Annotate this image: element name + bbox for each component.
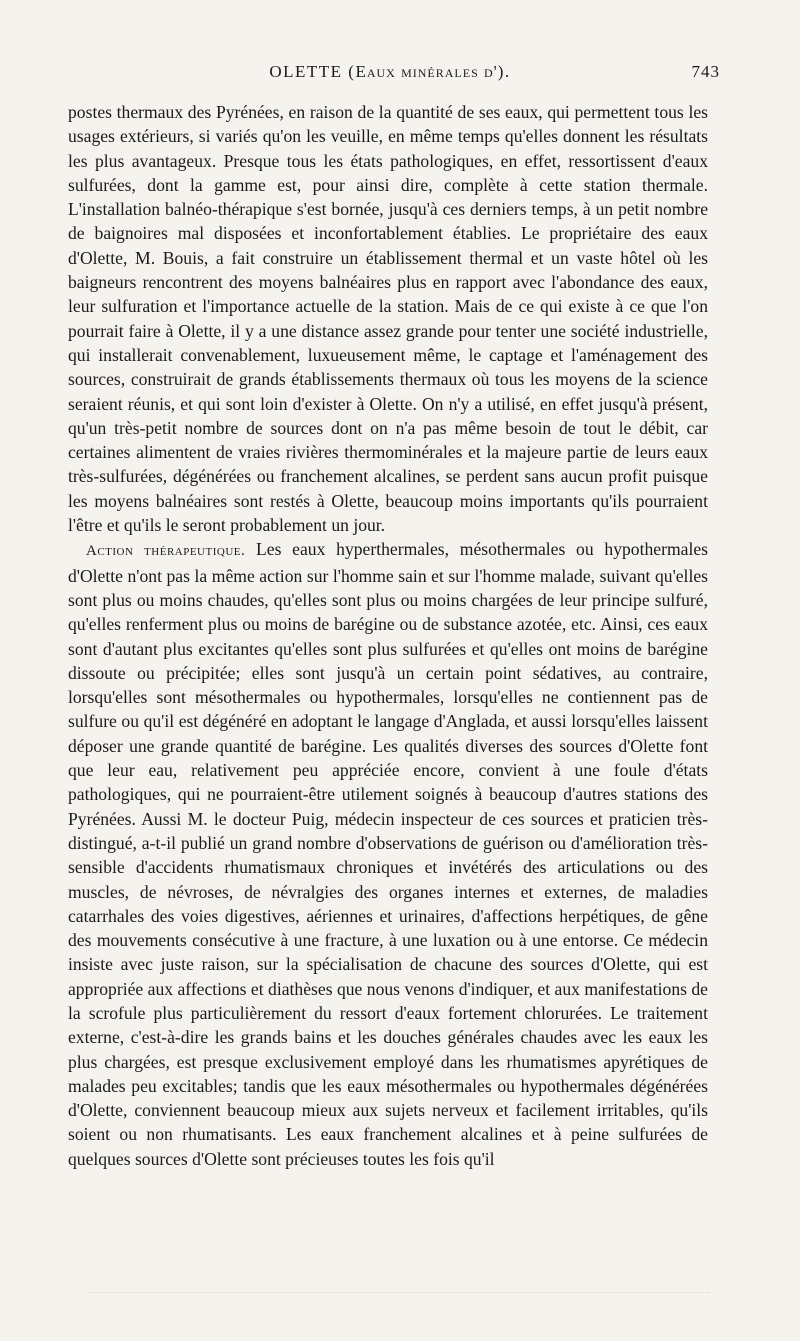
running-title [60, 62, 720, 82]
paragraph-therapeutic-action [68, 537, 708, 1171]
scan-artifact-line [90, 1292, 710, 1309]
section-heading: Action thérapeutique. [86, 543, 246, 560]
paragraph-continued-text: postes thermaux des Pyrénées, en raison de la quantité de ses eaux, qui permettent tous les usages extérieurs, si variés qu'on les veuille, en même temps qu'elles donnent les résultats les plus avantageux. Presque tous les états pathologiques, en effet, ressortissent d'eaux sulfurées, dont la gamme est, pour ainsi dire, complète à cette station thermale. L'installation balnéo-thérapique s'est bornée, jusqu'à ces derniers temps, à un petit nombre de baignoires mal disposées et inconfortablement établies. Le propriétaire des eaux d'Olette, M. Bouis, a fait construire un établissement thermal et un vaste hôtel où les baigneurs rencontrent des moyens balnéaires plus en rapport avec l'abondance des eaux, leur sulfuration et l'importance actuelle de la station. Mais de ce qui existe à ce que l'on pourrait faire à Olette, il y a une distance assez grande pour tenter une société industrielle, qui installerait convenablement, luxueusement même, le captage et l'aménagement des sources, construirait de grands établissements thermaux où tous les moyens de la science seraient réunis, et qui sont loin d'exister à Olette. On n'y a utilisé, en effet jusqu'à présent, qu'un très-petit nombre de sources dont on n'a pas même besoin de tout le débit, car certaines alimentent de vraies rivières thermominérales et la majeure partie de leurs eaux très-sulfurées, dégénérées ou franchement alcalines, se perdent sans aucun profit puisque les moyens balnéaires sont restés à Olette, beaucoup moins importants qu'ils pourraient l'être et qu'ils le seront probablement un jour. [68, 102, 708, 536]
paragraph-therapeutic-text: Les eaux hyperthermales, mésothermales ou hypothermales d'Olette n'ont pas la même action sur l'homme sain et sur l'homme malade, suivant qu'elles sont plus ou moins chaudes, qu'elles sont plus ou moins chargées de leur principe sulfuré, qu'elles renferment plus ou moins de barégine ou de substance azotée, etc. Ainsi, ces eaux sont d'autant plus excitantes qu'elles sont plus sulfurées et qu'elles ont moins de barégine dissoute ou précipitée; elles sont jusqu'à un certain point sédatives, au contraire, lorsqu'elles sont mésothermales ou hypothermales, lorsqu'elles ne contiennent pas de sulfure ou qu'il est dégénéré en adoptant le langage d'Anglada, et aussi lorsqu'elles laissent déposer une grande quantité de barégine. Les qualités diverses des sources d'Olette font que leur eau, relativement peu appréciée encore, convient à une foule d'états pathologiques, qui ne pourraient-être utilement soignés à beaucoup d'autres stations des Pyrénées. Aussi M. le docteur Puig, médecin inspecteur de ces sources et praticien très-distingué, a-t-il publié un grand nombre d'observations de guérison ou d'amélioration très-sensible d'accidents rhumatismaux chroniques et invétérés des articulations ou des muscles, de névroses, de névralgies des organes internes et externes, de maladies catarrhales des voies digestives, aériennes et urinaires, d'affections herpétiques, de gêne des mouvements consécutive à une fracture, à une luxation ou à une entorse. Ce médecin insiste avec juste raison, sur la spécialisation de chacune des sources d'Olette, qui est appropriée aux affections et diathèses que nous venons d'indiquer, et aux manifestations de la scrofule plus particulièrement du ressort d'eaux fortement chlorurées. Le traitement externe, c'est-à-dire les grands bains et les douches générales chaudes avec les eaux les plus chargées, est presque exclusivement employé dans les rhumatismes apyrétiques de malades peu excitables; tandis que les eaux mésothermales ou hypothermales dégénérées d'Olette, conviennent beaucoup mieux aux sujets nerveux et facilement irritables, qu'ils soient ou non rhumatisants. Les eaux franchement alcalines et à peine sulfurées de quelques sources d'Olette sont précieuses toutes les fois qu'il [68, 539, 708, 1169]
running-title-smallcaps: Eaux minérales d' [355, 62, 498, 81]
running-title-suffix: ). [497, 62, 511, 81]
body-text [68, 100, 708, 1171]
paragraph-continued [68, 100, 708, 537]
page-header [60, 62, 720, 86]
running-title-prefix: OLETTE ( [269, 62, 356, 81]
page-number: 743 [691, 62, 720, 81]
